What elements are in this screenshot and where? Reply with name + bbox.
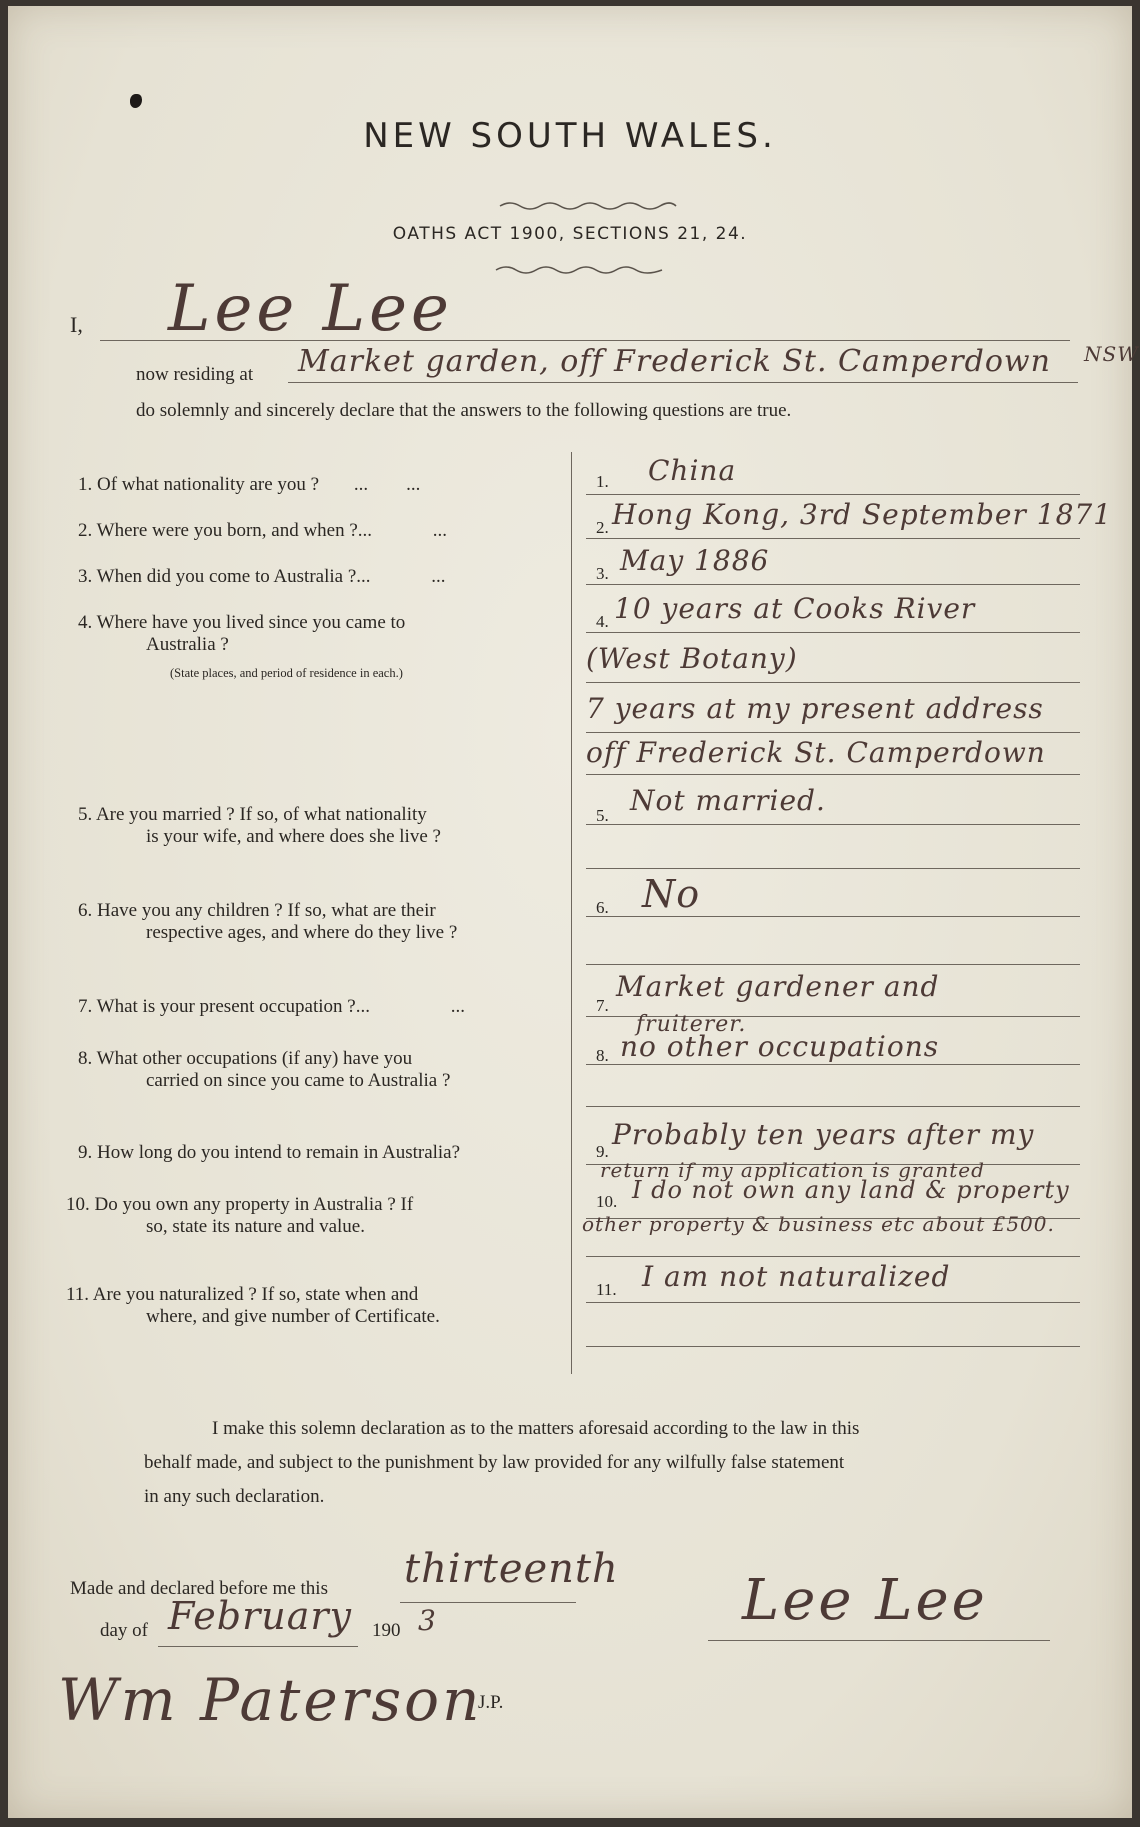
form-title: NEW SOUTH WALES. (363, 116, 777, 156)
answer-line-11b (586, 1346, 1080, 1347)
residing-value: Market garden, off Frederick St. Camperdown (298, 344, 1051, 379)
answer-line-5b (586, 868, 1080, 869)
question-8-line2: carried on since you came to Australia ? (146, 1070, 451, 1091)
title-flourish (498, 198, 678, 212)
answer-9-num: 9. (596, 1142, 609, 1161)
residing-underline (288, 382, 1078, 383)
column-divider (571, 452, 572, 1374)
answer-4-line3: 7 years at my present address (586, 692, 1044, 725)
answer-11-text: I am not naturalized (642, 1260, 951, 1293)
answer-5-num: 5. (596, 806, 609, 825)
answer-10-line1: I do not own any land & property (632, 1176, 1070, 1204)
question-4 (78, 612, 405, 684)
answer-line-6 (586, 916, 1080, 917)
subtitle-flourish (494, 262, 664, 276)
answer-line-4d (586, 774, 1080, 775)
answer-line-4c (586, 732, 1080, 733)
question-11-line2: where, and give number of Certificate. (146, 1306, 440, 1327)
answer-line-2 (586, 538, 1080, 539)
answer-1-text: China (648, 454, 737, 487)
question-5-label: 5. Are you married ? If so, of what nationality (78, 804, 427, 825)
declarant-prefix: I, (70, 312, 83, 337)
answer-line-5 (586, 824, 1080, 825)
question-3 (78, 566, 446, 588)
answer-4-line4: off Frederick St. Camperdown (586, 736, 1046, 769)
answer-6-text: No (642, 872, 701, 916)
ink-blot (130, 94, 142, 108)
question-9-label: 9. How long do you intend to remain in Australia? (78, 1142, 461, 1163)
jp-suffix: J.P. (478, 1692, 504, 1713)
question-1 (78, 474, 420, 496)
answer-line-8 (586, 1064, 1080, 1065)
question-3-dots: ... (431, 566, 446, 587)
answer-7-num: 7. (596, 996, 609, 1015)
question-2 (78, 520, 447, 542)
made-day-of: day of (100, 1620, 149, 1641)
answer-line-3 (586, 584, 1080, 585)
declaration-line-3: in any such declaration. (144, 1486, 325, 1507)
declaration-form (8, 6, 1139, 1818)
made-label: Made and declared before me this (70, 1578, 328, 1599)
answer-4-line2: (West Botany) (586, 642, 798, 675)
answer-3-text: May 1886 (620, 544, 770, 577)
declare-text: do solemnly and sincerely declare that the answers to the following questions are true. (136, 400, 792, 421)
question-10 (66, 1194, 413, 1238)
answer-10-num: 10. (596, 1192, 618, 1211)
answer-line-4a (586, 632, 1080, 633)
answer-6-num: 6. (596, 898, 609, 917)
question-7-label: 7. What is your present occupation ?... (78, 996, 370, 1017)
answer-7-line1: Market gardener and (616, 970, 940, 1003)
question-7 (78, 996, 465, 1018)
answer-3-num: 3. (596, 564, 609, 583)
question-8 (78, 1048, 450, 1092)
question-10-line2: so, state its nature and value. (146, 1216, 365, 1237)
declarant-name: Lee Lee (168, 272, 453, 346)
answer-7-line2: fruiterer. (636, 1012, 747, 1037)
answer-8-text: no other occupations (620, 1030, 940, 1063)
question-9 (78, 1142, 460, 1164)
question-5 (78, 804, 441, 848)
question-3-label: 3. When did you come to Australia ?... (78, 566, 371, 587)
made-year-prefix: 190 (372, 1620, 401, 1641)
answer-2-text: Hong Kong, 3rd September 1871 (612, 498, 1113, 531)
question-4-note: (State places, and period of residence in each.) (170, 666, 403, 680)
question-6-label: 6. Have you any children ? If so, what are their (78, 900, 436, 921)
question-1-label: 1. Of what nationality are you ? (78, 474, 320, 495)
name-underline (100, 340, 1070, 341)
answer-line-4b (586, 682, 1080, 683)
made-month-underline (158, 1646, 358, 1647)
answer-1-num: 1. (596, 472, 609, 491)
question-1-dots: ... ... (353, 474, 421, 495)
question-8-label: 8. What other occupations (if any) have you (78, 1048, 413, 1069)
question-4-label: 4. Where have you lived since you came to (78, 612, 406, 633)
answer-line-6b (586, 964, 1080, 965)
made-month-value: February (168, 1594, 353, 1638)
declarant-signature-line (708, 1640, 1050, 1641)
form-subtitle: OATHS ACT 1900, SECTIONS 21, 24. (392, 224, 748, 244)
made-day-underline (400, 1602, 576, 1603)
declaration-paragraph (144, 1412, 859, 1514)
answer-line-1 (586, 494, 1080, 495)
answer-5-text: Not married. (630, 784, 826, 817)
made-year-suffix: 3 (418, 1604, 437, 1637)
declaration-line-2: behalf made, and subject to the punishment by law provided for any wilfully false statement (144, 1452, 845, 1473)
question-4-line2: Australia ? (146, 634, 229, 655)
declaration-line-1: I make this solemn declaration as to the matters aforesaid according to the law in this (212, 1418, 860, 1439)
question-10-label: 10. Do you own any property in Australia ? If (66, 1194, 414, 1215)
answer-line-11 (586, 1302, 1080, 1303)
jp-signature: Wm Paterson (58, 1666, 483, 1734)
answer-10-line2: other property & business etc about £500. (582, 1212, 1055, 1236)
answer-line-8b (586, 1106, 1080, 1107)
question-7-dots: ... (450, 996, 465, 1017)
answer-2-num: 2. (596, 518, 609, 537)
answer-9-line2: return if my application is granted (600, 1158, 985, 1182)
question-6 (78, 900, 457, 944)
question-2-label: 2. Where were you born, and when ?... (78, 520, 373, 541)
residing-note: NSW (1084, 342, 1139, 366)
answer-4-line1: 10 years at Cooks River (614, 592, 976, 625)
question-2-dots: ... (432, 520, 448, 541)
answer-line-10b (586, 1256, 1080, 1257)
declarant-signature: Lee Lee (742, 1568, 988, 1633)
made-day-value: thirteenth (404, 1546, 619, 1592)
answer-11-num: 11. (596, 1280, 617, 1299)
question-11-label: 11. Are you naturalized ? If so, state when and (66, 1284, 419, 1305)
residing-label: now residing at (136, 364, 254, 385)
answer-8-num: 8. (596, 1046, 609, 1065)
answer-9-line1: Probably ten years after my (612, 1118, 1035, 1151)
question-11 (66, 1284, 440, 1328)
question-6-line2: respective ages, and where do they live ? (146, 922, 458, 943)
answer-4-num: 4. (596, 612, 609, 631)
question-5-line2: is your wife, and where does she live ? (146, 826, 441, 847)
